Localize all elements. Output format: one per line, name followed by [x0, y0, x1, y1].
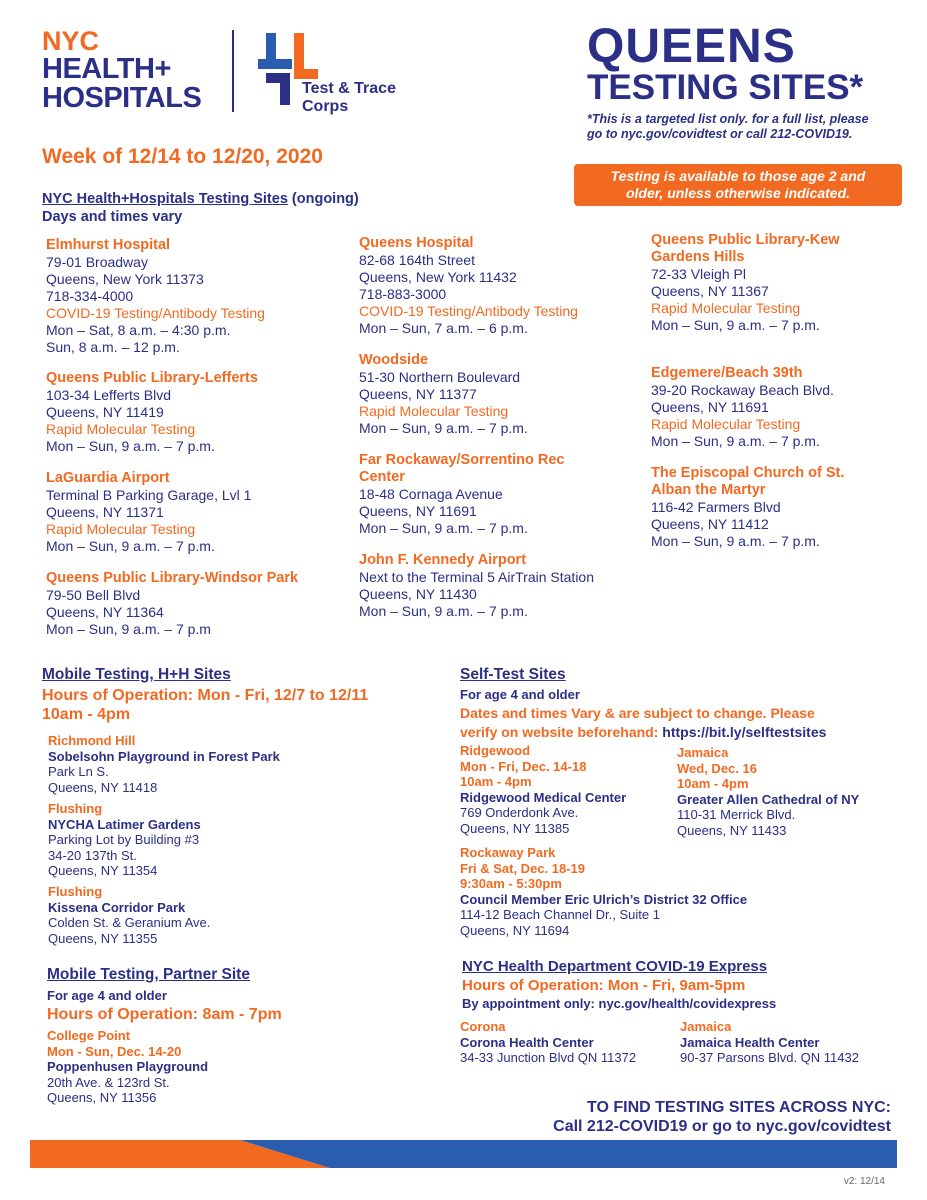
selftest-when: 10am - 4pm [460, 774, 532, 789]
selftest-when: 9:30am - 5:30pm [460, 876, 562, 891]
site-testing-type: Rapid Molecular Testing [651, 300, 801, 316]
test-trace-text [302, 80, 396, 116]
site-testing-type: COVID-19 Testing/Antibody Testing [46, 305, 265, 321]
selftest-site [460, 743, 626, 836]
mobile-line: Parking Lot by Building #3 [48, 832, 200, 847]
site-name-2: Center [359, 469, 405, 485]
week-heading: Week of 12/14 to 12/20, 2020 [42, 145, 323, 168]
site-line: Queens, NY 11419 [46, 404, 164, 420]
site-line: 82-68 164th Street [359, 252, 475, 268]
selftest-place: Council Member Eric Ulrich’s District 32 Office [460, 891, 748, 907]
footer-find-1: TO FIND TESTING SITES ACROSS NYC: [586, 1099, 891, 1116]
mobile-area: Richmond Hill [48, 733, 136, 748]
hh-site [46, 237, 265, 356]
selftest-vary-2: verify on website beforehand: [460, 724, 663, 740]
title-note [587, 112, 869, 142]
hh-site [46, 570, 298, 638]
mobile-place: Sobelsohn Playground in Forest Park [48, 748, 280, 764]
express-area: Corona [460, 1019, 506, 1034]
site-name: Queens Hospital [359, 235, 474, 251]
express-line: 34-33 Junction Blvd QN 11372 [460, 1050, 637, 1065]
logo-divider [232, 30, 234, 112]
site-hours: Mon – Sun, 9 a.m. – 7 p.m. [46, 438, 215, 454]
selftest-section [460, 666, 826, 742]
site-hours: Sun, 8 a.m. – 12 p.m. [46, 339, 180, 355]
site-line: Queens, New York 11373 [46, 271, 204, 287]
mobile-line: Park Ln S. [48, 764, 109, 779]
selftest-line: Queens, NY 11385 [460, 820, 570, 836]
site-line: 116-42 Farmers Blvd [651, 499, 781, 515]
express-heading: NYC Health Department COVID-19 Express [462, 958, 768, 975]
site-hours: Mon – Sun, 9 a.m. – 7 p.m. [359, 603, 528, 619]
partner-site [47, 1028, 208, 1106]
hh-site [651, 365, 834, 450]
site-line: 18-48 Cornaga Avenue [359, 486, 503, 502]
site-name: Elmhurst Hospital [46, 237, 171, 253]
mobile-line: 34-20 137th St. [48, 847, 137, 863]
selftest-heading: Self-Test Sites [460, 666, 566, 683]
site-hours: Mon – Sun, 9 a.m. – 7 p.m. [651, 533, 820, 549]
selftest-line: 114-12 Beach Channel Dr., Suite 1 [460, 907, 660, 922]
banner-line-1: Testing is available to those age 2 and [610, 168, 866, 184]
site-line: Queens, New York 11432 [359, 269, 517, 285]
express-hours: Hours of Operation: Mon - Fri, 9am-5pm [462, 977, 746, 994]
footer-bar [30, 1140, 897, 1168]
site-name: LaGuardia Airport [46, 470, 170, 486]
site-line: 72-33 Vleigh Pl [651, 266, 746, 282]
age-banner [574, 164, 902, 206]
selftest-place: Greater Allen Cathedral of NY [677, 791, 860, 807]
mobile-site [48, 733, 280, 795]
express-appt: By appointment only: nyc.gov/health/covidexpress [462, 996, 777, 1011]
site-testing-type: Rapid Molecular Testing [359, 403, 509, 419]
selftest-when: Fri & Sat, Dec. 18-19 [460, 860, 585, 876]
mobile-hours-1: Hours of Operation: Mon - Fri, 12/7 to 12/11 [42, 687, 369, 704]
hh-heading-link: NYC Health+Hospitals Testing Sites [42, 191, 288, 207]
site-name: The Episcopal Church of St. [651, 465, 845, 481]
site-name-2: Gardens Hills [651, 249, 745, 265]
mobile-section [42, 666, 368, 724]
selftest-when: 10am - 4pm [677, 776, 749, 791]
site-line: Queens, NY 11412 [651, 516, 769, 532]
hh-site [46, 470, 251, 555]
site-name-2: Alban the Martyr [651, 482, 766, 498]
selftest-site [460, 845, 747, 938]
logo-hospitals: HOSPITALS [42, 82, 202, 114]
mobile-line: Queens, NY 11418 [48, 779, 158, 795]
mobile-place: NYCHA Latimer Gardens [48, 816, 201, 832]
site-line: Queens, NY 11367 [651, 283, 769, 299]
site-line: Queens, NY 11430 [359, 586, 477, 602]
mobile-heading: Mobile Testing, H+H Sites [42, 666, 231, 683]
selftest-line: 769 Onderdonk Ave. [460, 805, 579, 820]
footer-find [553, 1098, 891, 1136]
hh-heading [42, 190, 359, 226]
mobile-line: Queens, NY 11355 [48, 930, 158, 946]
partner-age: For age 4 and older [47, 988, 167, 1003]
test-trace-line-1: Test & Trace [302, 80, 396, 97]
hh-site [651, 232, 840, 334]
site-name: Queens Public Library-Windsor Park [46, 570, 299, 586]
site-line: 718-883-3000 [359, 286, 447, 302]
site-line: Queens, NY 11691 [651, 399, 769, 415]
partner-place: Poppenhusen Playground [47, 1059, 209, 1074]
mobile-hours-2: 10am - 4pm [42, 706, 131, 723]
page-title [587, 20, 864, 107]
site-hours: Mon – Sun, 9 a.m. – 7 p.m. [651, 317, 820, 333]
nyc-hh-logo [42, 28, 201, 113]
selftest-site [677, 745, 859, 838]
site-line: 51-30 Northern Boulevard [359, 369, 521, 385]
site-line: Terminal B Parking Garage, Lvl 1 [46, 487, 252, 503]
site-line: 79-50 Bell Blvd [46, 587, 141, 603]
selftest-link[interactable]: https://bit.ly/selftestsites [662, 724, 827, 740]
mobile-area: Flushing [48, 884, 103, 899]
express-area: Jamaica [680, 1019, 732, 1034]
mobile-site [48, 884, 210, 946]
mobile-place: Kissena Corridor Park [48, 899, 186, 915]
site-line: Queens, NY 11377 [359, 386, 477, 402]
express-place: Corona Health Center [460, 1034, 594, 1050]
site-name: Queens Public Library-Lefferts [46, 370, 258, 386]
hh-site [359, 352, 528, 437]
site-testing-type: Rapid Molecular Testing [46, 421, 196, 437]
version-label: v2: 12/14 [843, 1176, 885, 1187]
hh-site [359, 452, 565, 537]
logo-nyc: NYC [42, 26, 100, 56]
title-line-2: TESTING SITES* [587, 68, 864, 107]
selftest-age: For age 4 and older [460, 687, 580, 702]
site-line: 79-01 Broadway [46, 254, 148, 270]
banner-line-2: older, unless otherwise indicated. [625, 185, 851, 201]
mobile-line: Colden St. & Geranium Ave. [48, 915, 211, 930]
site-hours: Mon – Sun, 9 a.m. – 7 p.m. [359, 520, 528, 536]
test-trace-line-2: Corps [302, 98, 349, 115]
hh-sub: Days and times vary [42, 209, 183, 225]
site-line: Next to the Terminal 5 AirTrain Station [359, 569, 594, 585]
express-place: Jamaica Health Center [680, 1034, 820, 1050]
note-line-2: go to nyc.gov/covidtest or call 212-COVID19. [587, 127, 853, 141]
site-hours: Mon – Sat, 8 a.m. – 4:30 p.m. [46, 322, 231, 338]
selftest-line: Queens, NY 11694 [460, 922, 570, 938]
site-hours: Mon – Sun, 9 a.m. – 7 p.m. [46, 538, 215, 554]
site-line: 39-20 Rockaway Beach Blvd. [651, 382, 834, 398]
site-name: Queens Public Library-Kew [651, 232, 840, 248]
site-hours: Mon – Sun, 9 a.m. – 7 p.m. [651, 433, 820, 449]
site-testing-type: Rapid Molecular Testing [46, 521, 196, 537]
site-hours: Mon – Sun, 9 a.m. – 7 p.m. [359, 420, 528, 436]
logo-health: HEALTH+ [42, 53, 171, 85]
hh-site [651, 465, 844, 550]
partner-section [47, 966, 282, 1024]
site-line: Queens, NY 11371 [46, 504, 164, 520]
express-section [462, 958, 776, 1011]
partner-area: College Point [47, 1028, 131, 1043]
selftest-area: Jamaica [677, 745, 729, 760]
site-name: Woodside [359, 352, 429, 368]
express-site [460, 1019, 636, 1066]
selftest-place: Ridgewood Medical Center [460, 789, 627, 805]
selftest-when: Mon - Fri, Dec. 14-18 [460, 758, 587, 774]
hh-heading-rest: (ongoing) [287, 191, 359, 207]
site-hours: Mon – Sun, 7 a.m. – 6 p.m. [359, 320, 528, 336]
site-name: Edgemere/Beach 39th [651, 365, 803, 381]
selftest-line: Queens, NY 11433 [677, 822, 787, 838]
selftest-line: 110-31 Merrick Blvd. [677, 807, 796, 822]
selftest-when: Wed, Dec. 16 [677, 760, 757, 776]
hh-site [359, 235, 578, 337]
mobile-area: Flushing [48, 801, 103, 816]
site-line: 103-34 Lefferts Blvd [46, 387, 172, 403]
site-line: Queens, NY 11691 [359, 503, 477, 519]
selftest-area: Rockaway Park [460, 845, 556, 860]
express-line: 90-37 Parsons Blvd. QN 11432 [680, 1050, 859, 1065]
site-line: 718-334-4000 [46, 288, 134, 304]
site-name: Far Rockaway/Sorrentino Rec [359, 452, 565, 468]
partner-line: 20th Ave. & 123rd St. [47, 1074, 170, 1090]
partner-hours: Hours of Operation: 8am - 7pm [47, 1006, 282, 1023]
site-name: John F. Kennedy Airport [359, 552, 527, 568]
site-hours: Mon – Sun, 9 a.m. – 7 p.m [46, 621, 211, 637]
mobile-line: Queens, NY 11354 [48, 863, 158, 878]
note-line-1: *This is a targeted list only. for a full list, please [587, 112, 869, 126]
site-testing-type: COVID-19 Testing/Antibody Testing [359, 303, 578, 319]
partner-when: Mon - Sun, Dec. 14-20 [47, 1043, 182, 1059]
footer-find-2: Call 212-COVID19 or go to nyc.gov/covidtest [553, 1118, 891, 1135]
site-testing-type: Rapid Molecular Testing [651, 416, 801, 432]
partner-line: Queens, NY 11356 [47, 1090, 157, 1105]
site-line: Queens, NY 11364 [46, 604, 164, 620]
title-line-1: QUEENS [587, 20, 796, 73]
selftest-area: Ridgewood [460, 743, 531, 758]
hh-site [46, 370, 258, 455]
hh-site [359, 552, 594, 620]
selftest-vary-1: Dates and times Vary & are subject to change. Please [460, 705, 815, 721]
partner-heading: Mobile Testing, Partner Site [47, 966, 250, 983]
express-site [680, 1019, 859, 1066]
mobile-site [48, 801, 201, 879]
